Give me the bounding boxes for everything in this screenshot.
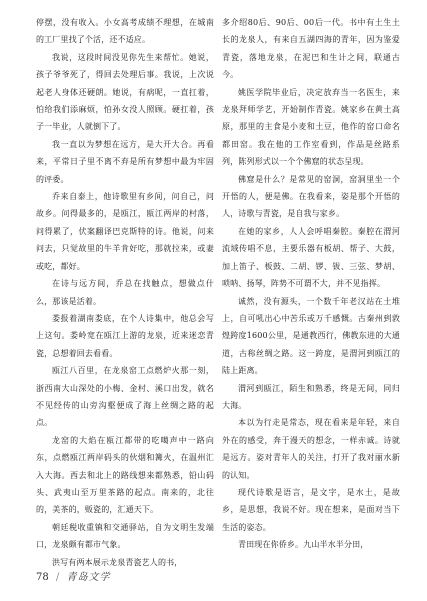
page-number: 78 bbox=[36, 572, 49, 583]
paragraph: 诚然，没有源头，一个数千年老汉站在土堆上，自可吼出心中苦乐或万千感慨。古秦州到敦煌跨度1600公里，是通教西行，佛教东进的大通道，古称丝绸之路。这一跨度，是渭河到瓯江的陆上距离。 bbox=[222, 296, 400, 376]
magazine-name: 青岛文学 bbox=[66, 572, 111, 583]
paragraph: 现代诗歌是语言，是文字，是水土，是故乡，是思想，我说不好。现在想来，是面对当下生活的姿态。 bbox=[222, 487, 400, 532]
article-column-left bbox=[36, 14, 214, 571]
paragraph: 娄报着湖南娄底，在个人诗集中，他总会写上这句。娄岭宽在瓯江上游的龙泉，近来迷恋青瓷，总想着回去看看。 bbox=[36, 313, 214, 358]
paragraph: 在诗与远方间，乔总在找触点，想做点什么，那该是活着。 bbox=[36, 279, 214, 306]
paragraph: 渭河到瓯江，陌生和熟悉，终是无间，同归大海。 bbox=[222, 383, 400, 410]
paragraph: 朝廷税收重镇和交通驿站，自为文明生发端口，龙泉颇有都市气象。 bbox=[36, 522, 214, 550]
paragraph: 在她的家乡，人人会呼唱秦腔。秦腔在渭河流域传唱不息，主要乐器有板胡、帮子、大鼓，加上笛子、板鼓、二胡、锣、钹、三弦、梦胡、唢呐、扬琴，阵势不可谓不大，并不见指挥。 bbox=[222, 226, 400, 289]
paragraph: 我一直以为梦想在远方，是大开大合。再看来，平常日子里不离不弃是所有梦想中最为牢固的评委。 bbox=[36, 139, 214, 184]
paragraph: 我说，这段时间没见你先生来帮忙。她说，孩子爷爷死了，得回去处理后事。我说，上次说起老人身体还硬朗。她说，有病呢，一直扛着，怕给我们添麻烦，怕孙女没人照顾。硬扛着，孩子一毕业，人就倒下了。 bbox=[36, 52, 214, 132]
paragraph: 瓯江八百里，在龙泉窑工点燃炉火那一刻，浙西南大山深处的小梅、金村、溪口出发，就名不见经传的山旁沟壑便成了海上丝绸之路的起点。 bbox=[36, 366, 214, 428]
paragraph: 洪写有两本展示龙泉青瓷艺人的书， bbox=[52, 557, 183, 567]
paragraph: 本以为行走是常态，现在看来是年轻，来自外在的感受，奔于漫天的想念，一样赤诚。诗就是远方。姿对青年人的关注，打开了我对丽水新的认知。 bbox=[222, 418, 400, 480]
article-column-right bbox=[222, 14, 400, 554]
page-footer bbox=[36, 568, 110, 583]
paragraph: 停摆，没有收入。小女高考成绩不理想，在城南的工厂里找了个活，还不适应。 bbox=[36, 18, 214, 45]
footer-separator: / bbox=[55, 572, 60, 583]
paragraph: 青田现在你侨乡。九山半水半分田， bbox=[238, 540, 369, 550]
paragraph: 姚医学院毕业后，决定放弃当一名医生，来龙泉拜师学艺，开始制作青瓷。姚家乡在黄土高原，那里的主食是小麦和土豆，他作的窑口命名都田窑。我在他的工作室看到，作品是丝路系列，陈列形式以一个个佛窟的状态呈现。 bbox=[222, 87, 400, 167]
paragraph: 多介绍80后、90后、00后一代。书中有土生土长的龙泉人，有来自五湖四海的青年，因为鉴爱青瓷，落地龙泉，在泥巴和生计之间，联通古今。 bbox=[222, 18, 400, 80]
paragraph: 乔来自泰上，他诗歌里有乡间，问自己，问故乡。问得最多的，是瓯江，瓯江两岸的村落，问得累了，伏案翻译巴克斯特的诗。他说，问来问去，只觉故里的牛羊肯好吃，那就拉来，或妻或吃，都好。 bbox=[36, 192, 214, 271]
paragraph: 龙窑的大焰在瓯江都带的吃噶声中一路向东，点燃瓯江两岸码头的伙烟和篝火，在温州汇入大海。西去和北上的路线想来都熟悉，铅山码头、武夷山至万里茶路的起点。南来的，北往的，美茶的，贩瓷的，汇通天下。 bbox=[36, 435, 214, 515]
paragraph: 佛窟是什么？是常见的窑洞，窑洞里坐一个开悟的人，便是佛。在我看来，姿是那个开悟的人，诗歌与青瓷，是自我与家乡。 bbox=[222, 174, 400, 219]
